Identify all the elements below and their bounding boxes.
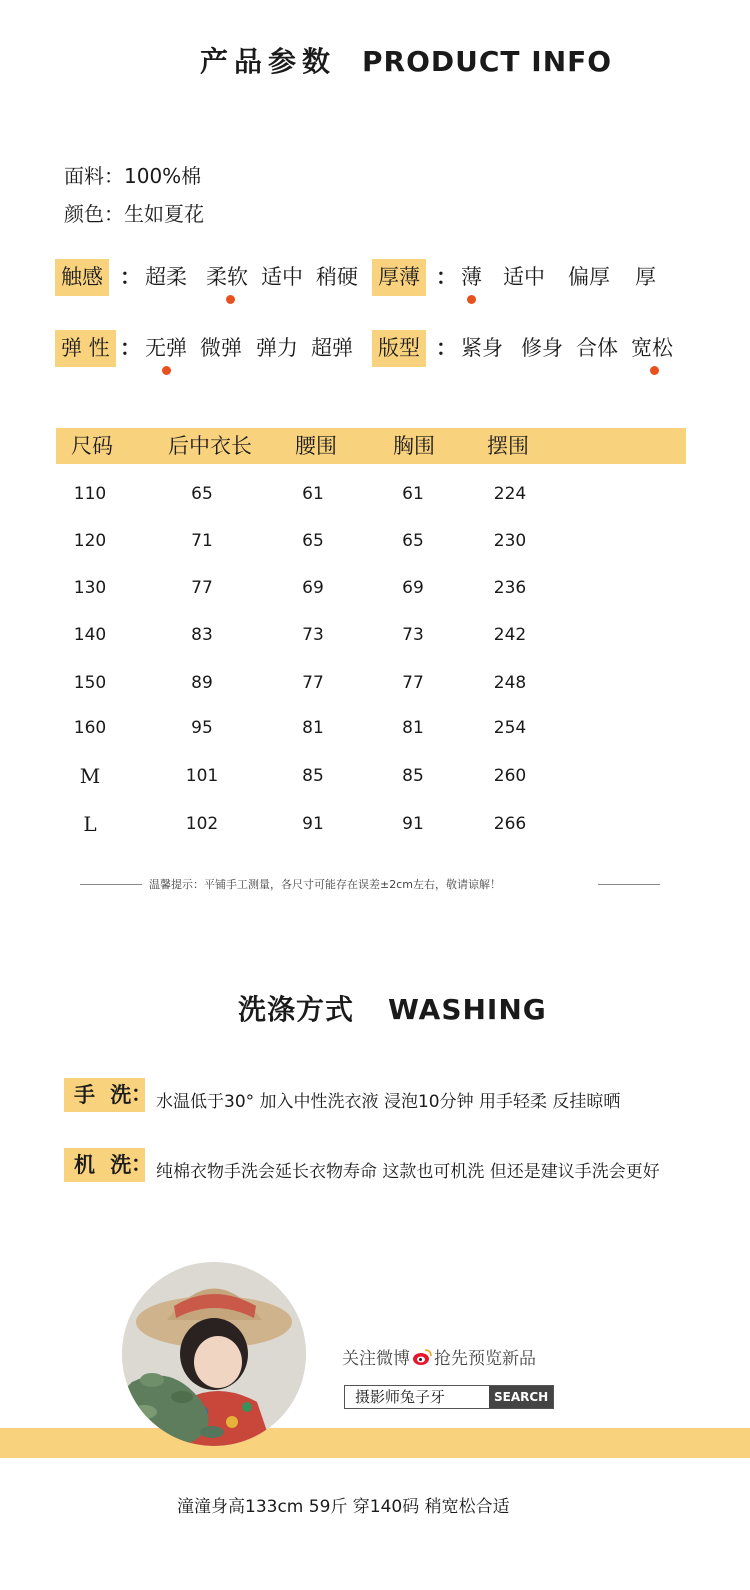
cell-hem: 236: [493, 578, 527, 598]
fit-option: 修身: [521, 336, 563, 360]
cell-length: 83: [191, 625, 213, 645]
thickness-option: 薄: [461, 265, 482, 289]
hand-wash-colon: ：: [131, 1082, 152, 1106]
cell-hem: 254: [493, 718, 527, 738]
header-chest: 胸围: [393, 434, 435, 458]
elasticity-label: 弹 性: [55, 330, 116, 367]
follow-suffix: 抢先预览新品: [434, 1349, 536, 1369]
measurement-note: 温馨提示：平铺手工测量，各尺寸可能存在误差±2cm左右，敬请谅解！: [149, 878, 501, 891]
follow-weibo: [342, 1344, 536, 1369]
cell-waist: 69: [302, 578, 324, 598]
touch-option: 超柔: [145, 265, 187, 289]
cell-size: L: [83, 812, 97, 836]
hand-wash-label: 手 洗: [64, 1078, 145, 1112]
thickness-label: 厚薄: [372, 259, 426, 296]
fit-colon: ：: [436, 336, 457, 360]
cell-waist: 61: [302, 484, 324, 504]
cell-waist: 85: [302, 766, 324, 786]
hand-wash-text: 水温低于30° 加入中性洗衣液 浸泡10分钟 用手轻柔 反挂晾晒: [156, 1092, 621, 1112]
accent-band: [0, 1428, 750, 1458]
selected-dot-fit: [650, 366, 659, 375]
search-box[interactable]: [344, 1385, 554, 1409]
model-info: 潼潼身高133cm 59斤 穿140码 稍宽松合适: [177, 1497, 510, 1517]
touch-option: 适中: [261, 265, 303, 289]
search-button[interactable]: SEARCH: [489, 1386, 553, 1408]
follow-prefix: 关注微博: [342, 1349, 410, 1369]
selected-dot-elasticity: [162, 366, 171, 375]
search-input[interactable]: 摄影师兔子牙: [345, 1386, 489, 1408]
page-title: [200, 40, 612, 80]
touch-label: 触感: [55, 259, 109, 296]
cell-chest: 73: [402, 625, 424, 645]
cell-hem: 266: [493, 814, 527, 834]
touch-option: 柔软: [206, 265, 248, 289]
fit-option: 宽松: [631, 336, 673, 360]
cell-length: 71: [191, 531, 213, 551]
cell-size: 120: [73, 531, 107, 551]
cell-hem: 224: [493, 484, 527, 504]
cell-size: 160: [73, 718, 107, 738]
fabric-color: 颜色：生如夏花: [64, 202, 204, 226]
elasticity-colon: ：: [120, 336, 141, 360]
cell-waist: 65: [302, 531, 324, 551]
cell-waist: 77: [302, 673, 324, 693]
cell-size: 130: [73, 578, 107, 598]
cell-length: 65: [191, 484, 213, 504]
cell-chest: 65: [402, 531, 424, 551]
header-length: 后中衣长: [168, 434, 252, 458]
cell-hem: 248: [493, 673, 527, 693]
cell-hem: 242: [493, 625, 527, 645]
cell-length: 89: [191, 673, 213, 693]
cell-chest: 61: [402, 484, 424, 504]
fit-label: 版型: [372, 330, 426, 367]
washing-title-cn: 洗涤方式: [238, 993, 355, 1026]
cell-hem: 260: [493, 766, 527, 786]
touch-option: 稍硬: [316, 265, 358, 289]
cell-size: M: [79, 764, 101, 788]
thickness-option: 适中: [503, 265, 545, 289]
thickness-colon: ：: [436, 265, 457, 289]
header-hem: 摆围: [487, 434, 529, 458]
machine-wash-colon: ：: [131, 1152, 152, 1176]
selected-dot-touch: [226, 295, 235, 304]
touch-colon: ：: [120, 265, 141, 289]
washing-title: [238, 988, 547, 1028]
cell-size: 150: [73, 673, 107, 693]
size-table-header-bar: [56, 428, 686, 464]
elasticity-option: 超弹: [311, 336, 353, 360]
cell-chest: 77: [402, 673, 424, 693]
divider-left: [80, 884, 142, 885]
title-cn: 产品参数: [200, 45, 337, 78]
elasticity-option: 微弹: [200, 336, 242, 360]
cell-size: 140: [73, 625, 107, 645]
cell-chest: 69: [402, 578, 424, 598]
cell-length: 101: [185, 766, 219, 786]
cell-size: 110: [73, 484, 107, 504]
weibo-icon: [412, 1348, 432, 1366]
divider-right: [598, 884, 660, 885]
header-waist: 腰围: [295, 434, 337, 458]
title-en: PRODUCT INFO: [362, 45, 613, 78]
elasticity-option: 弹力: [256, 336, 298, 360]
cell-waist: 91: [302, 814, 324, 834]
cell-chest: 81: [402, 718, 424, 738]
elasticity-option: 无弹: [145, 336, 187, 360]
fit-option: 合体: [576, 336, 618, 360]
cell-hem: 230: [493, 531, 527, 551]
fabric-material: 面料：100%棉: [64, 164, 202, 188]
thickness-option: 厚: [635, 265, 656, 289]
thickness-option: 偏厚: [568, 265, 610, 289]
fit-option: 紧身: [461, 336, 503, 360]
cell-chest: 85: [402, 766, 424, 786]
cell-waist: 73: [302, 625, 324, 645]
header-size: 尺码: [71, 434, 113, 458]
cell-length: 77: [191, 578, 213, 598]
cell-waist: 81: [302, 718, 324, 738]
machine-wash-label: 机 洗: [64, 1148, 145, 1182]
model-photo: [122, 1262, 306, 1446]
model-photo-illustration: [122, 1262, 306, 1446]
machine-wash-text: 纯棉衣物手洗会延长衣物寿命 这款也可机洗 但还是建议手洗会更好: [156, 1162, 660, 1182]
cell-length: 102: [185, 814, 219, 834]
cell-chest: 91: [402, 814, 424, 834]
washing-title-en: WASHING: [388, 993, 547, 1026]
selected-dot-thickness: [467, 295, 476, 304]
cell-length: 95: [191, 718, 213, 738]
